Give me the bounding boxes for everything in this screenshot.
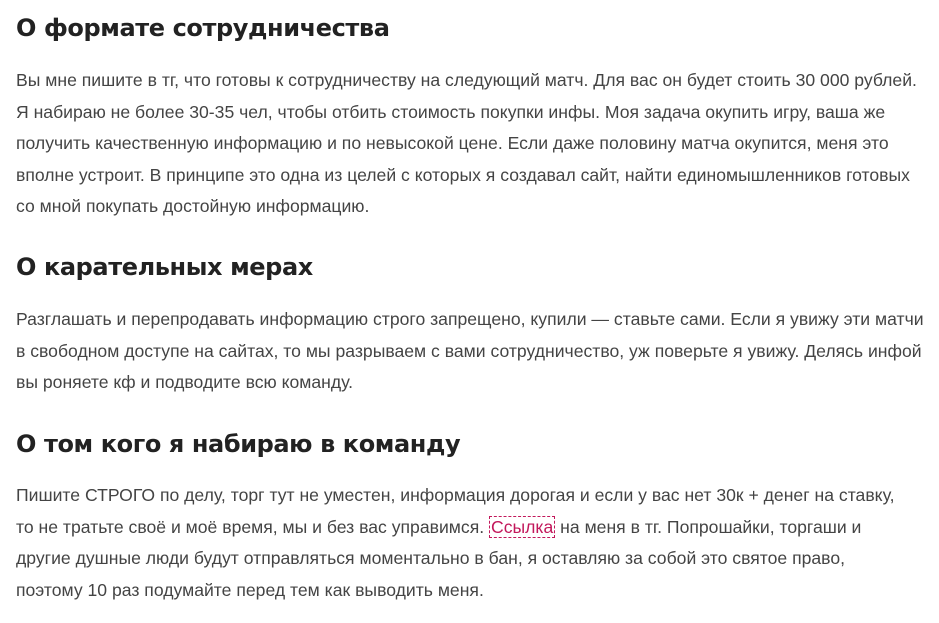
telegram-link[interactable]: Ссылка (491, 516, 554, 537)
section-paragraph-recruitment (16, 480, 916, 606)
section-paragraph-penalties: Разглашать и перепродавать информацию строго запрещено, купили — ставьте сами. Если я увижу эти матчи в свободном доступе на сайтах, то мы разрываем с вами сотрудничество, уж поверьте я увижу. Делясь инфой вы роняете кф и подводите всю команду. (16, 309, 924, 392)
paragraph-text-before-link: Пишите СТРОГО по делу, торг тут не уместен, информация дорогая и если у вас нет 30к + денег на ставку, то не тратьте своё и моё время, мы и без вас управимся. (16, 485, 895, 537)
section-heading-recruitment: О том кого я набираю в команду (16, 430, 461, 458)
paragraph-text-after-link: на меня в тг. Попрошайки, торгаши и другие душные люди будут отправляться моментально в бан, я оставляю за собой это святое право, поэтому 10 раз подумайте перед тем как выводить меня. (16, 516, 862, 600)
section-paragraph-format: Вы мне пишите в тг, что готовы к сотрудничеству на следующий матч. Для вас он будет стоить 30 000 рублей. Я набираю не более 30-35 чел, чтобы отбить стоимость покупки инфы. Моя задача окупить игру, ваша же получить качественную информацию и по невысокой цене. Если даже половину матча окупится, меня это вполне устроит. В принципе это одна из целей с которых я создавал сайт, найти единомышленников готовых со мной покупать достойную информацию. (16, 70, 917, 216)
section-heading-format: О формате сотрудничества (16, 14, 390, 42)
section-heading-penalties: О карательных мерах (16, 253, 313, 281)
